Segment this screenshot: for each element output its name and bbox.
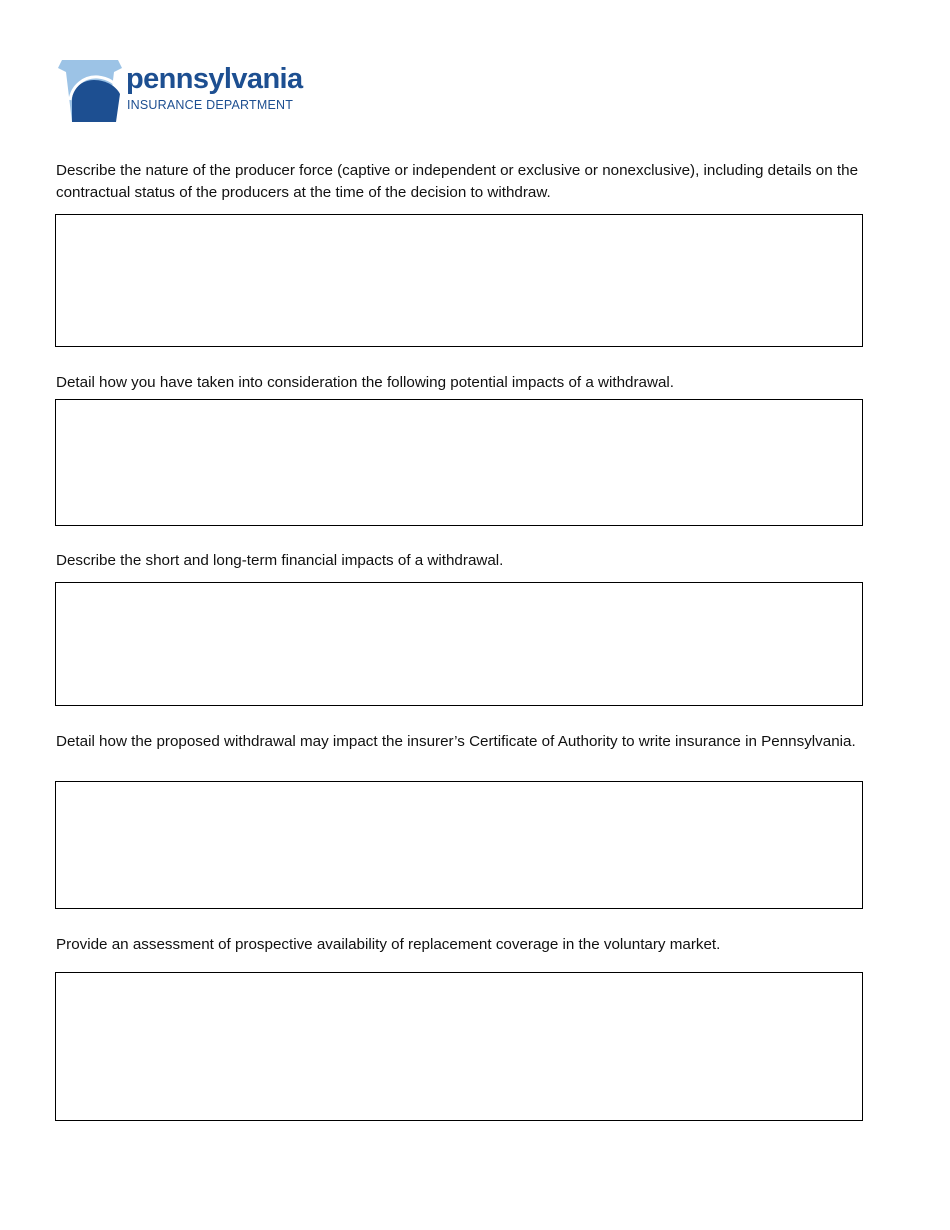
answer-box-replacement-coverage[interactable] [55,972,863,1121]
pa-insurance-department-logo [58,60,303,124]
question-certificate-of-authority: Detail how the proposed withdrawal may impact the insurer’s Certificate of Authority to write insurance in Pennsylvania. [56,733,856,750]
answer-box-producer-force[interactable] [55,214,863,347]
answer-box-certificate-of-authority[interactable] [55,781,863,909]
question-financial-impacts: Describe the short and long-term financial impacts of a withdrawal. [56,552,504,569]
question-replacement-coverage: Provide an assessment of prospective availability of replacement coverage in the voluntary market. [56,936,721,953]
logo-name: pennsylvania [126,63,303,95]
question-potential-impacts: Detail how you have taken into consideration the following potential impacts of a withdrawal. [56,374,674,391]
keystone-logo-icon [58,60,122,122]
question-producer-force: Describe the nature of the producer force (captive or independent or exclusive or nonexclusive), including details on the contractual status of the producers at the time of the decision to withdraw. [56,162,859,201]
answer-box-potential-impacts[interactable] [55,399,863,526]
logo-subtitle: INSURANCE DEPARTMENT [127,98,294,112]
answer-box-financial-impacts[interactable] [55,582,863,706]
